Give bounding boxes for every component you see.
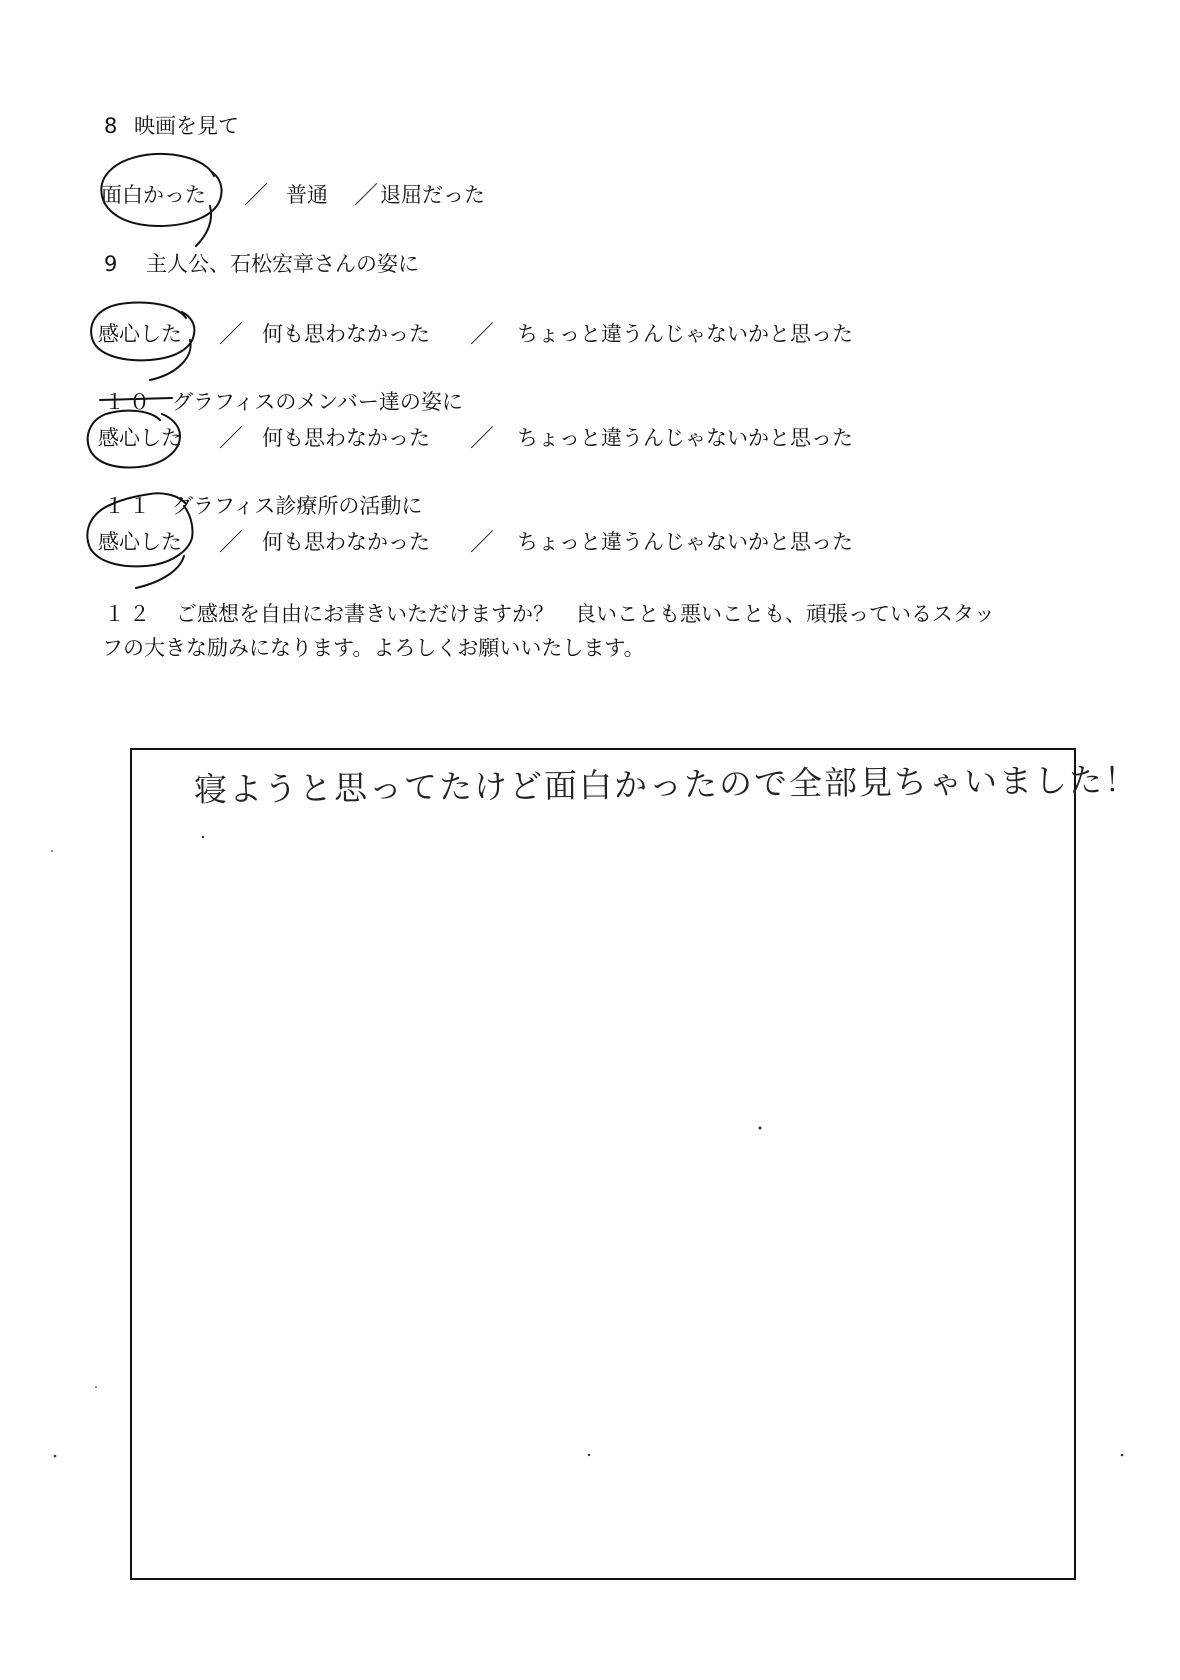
q10-option-nothing[interactable]: 何も思わなかった (262, 426, 430, 450)
q9-separator-1: ／ (219, 320, 243, 348)
q8-separator-2: ／ (354, 181, 378, 209)
q8-option-boring[interactable]: 退屈だった (380, 183, 485, 207)
q8-option-interesting[interactable]: 面白かった (101, 183, 206, 207)
q11-option-impressed[interactable]: 感心した (98, 530, 182, 554)
question-9-text: 主人公、石松宏章さんの姿に (146, 252, 419, 276)
q9-option-different[interactable]: ちょっと違うんじゃないかと思った (517, 322, 853, 346)
q9-option-nothing[interactable]: 何も思わなかった (262, 322, 430, 346)
q11-option-nothing[interactable]: 何も思わなかった (262, 530, 430, 554)
q10-separator-1: ／ (219, 424, 243, 452)
question-10-number: １０ (104, 390, 154, 414)
handwritten-answer: 寝ようと思ってたけど面白かったので全部見ちゃいました！ (193, 760, 1140, 809)
question-8-number: 8 (104, 114, 118, 138)
question-8-text: 映画を見て (134, 114, 239, 138)
free-comment-box[interactable] (130, 748, 1076, 1580)
q11-separator-2: ／ (470, 528, 494, 556)
q8-option-normal[interactable]: 普通 (286, 183, 328, 207)
q10-separator-2: ／ (470, 424, 494, 452)
q11-option-different[interactable]: ちょっと違うんじゃないかと思った (517, 530, 853, 554)
question-9-number: 9 (104, 252, 118, 276)
q9-separator-2: ／ (470, 320, 494, 348)
question-10-text: グラフィスのメンバー達の姿に (172, 390, 463, 414)
question-11-number: １１ (104, 494, 154, 518)
q11-separator-1: ／ (219, 528, 243, 556)
question-12-text-line-1: ご感想を自由にお書きいただけますか？ 良いことも悪いことも、頑張っているスタッ (176, 602, 995, 626)
question-12-number: １２ (104, 602, 154, 626)
q10-option-different[interactable]: ちょっと違うんじゃないかと思った (517, 426, 853, 450)
q10-option-impressed[interactable]: 感心した (98, 426, 182, 450)
q8-separator-1: ／ (244, 181, 268, 209)
question-12-text-line-2: フの大きな励みになります。よろしくお願いいたします。 (102, 636, 645, 660)
question-11-text: グラフィス診療所の活動に (172, 494, 423, 518)
q9-option-impressed[interactable]: 感心した (98, 322, 182, 346)
